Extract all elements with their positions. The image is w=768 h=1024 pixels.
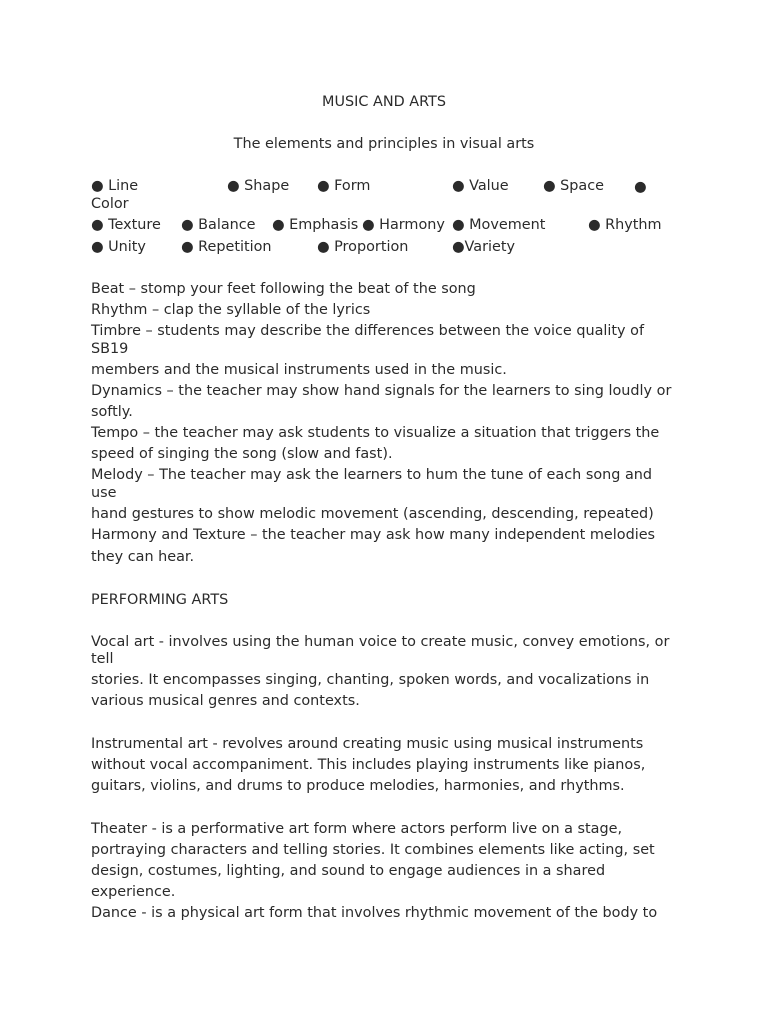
paragraph-line: stories. It encompasses singing, chanting, spoken words, and vocalizations in — [91, 672, 650, 688]
bullet-item: ● Emphasis — [272, 217, 359, 233]
bullet-item: ● Value — [452, 178, 509, 194]
bullet-item: ●Variety — [452, 239, 516, 255]
paragraph-line: Theater - is a performative art form where actors perform live on a stage, — [91, 821, 623, 837]
paragraph-line: Rhythm – clap the syllable of the lyrics — [91, 302, 371, 318]
bullet-item: ● Line — [91, 178, 139, 194]
paragraph-line: SB19 — [91, 341, 129, 357]
paragraph-line: Vocal art - involves using the human voice to create music, convey emotions, or — [91, 634, 670, 650]
bullet-item: ● Unity — [91, 239, 146, 255]
bullet-item: Color — [91, 196, 129, 212]
bullet-item: ● Balance — [181, 217, 256, 233]
bullet-item: ● Harmony — [362, 217, 445, 233]
paragraph-line: guitars, violins, and drums to produce melodies, harmonies, and rhythms. — [91, 778, 625, 794]
bullet-item: ● Movement — [452, 217, 546, 233]
document-subtitle: The elements and principles in visual arts — [233, 136, 535, 152]
paragraph-line: they can hear. — [91, 549, 195, 565]
bullet-item: ● Form — [317, 178, 371, 194]
paragraph-line: members and the musical instruments used in the music. — [91, 362, 507, 378]
bullet-item: ● Space — [543, 178, 604, 194]
paragraph-line: tell — [91, 651, 114, 667]
paragraph-line: various musical genres and contexts. — [91, 693, 360, 709]
paragraph-line: Beat – stomp your feet following the beat of the song — [91, 281, 476, 297]
paragraph-line: softly. — [91, 404, 133, 420]
paragraph-line: use — [91, 485, 117, 501]
paragraph-line: experience. — [91, 884, 176, 900]
paragraph-line: Dynamics – the teacher may show hand signals for the learners to sing loudly or — [91, 383, 672, 399]
paragraph-line: Dance - is a physical art form that involves rhythmic movement of the body to — [91, 905, 658, 921]
bullet-item: ● — [634, 179, 647, 195]
paragraph-line: portraying characters and telling stories. It combines elements like acting, set — [91, 842, 655, 858]
paragraph-line: Melody – The teacher may ask the learners to hum the tune of each song and — [91, 467, 653, 483]
paragraph-line: Harmony and Texture – the teacher may ask how many independent melodies — [91, 527, 656, 543]
bullet-item: ● Texture — [91, 217, 161, 233]
paragraph-line: Timbre – students may describe the differences between the voice quality of — [91, 323, 645, 339]
paragraph-line: hand gestures to show melodic movement (ascending, descending, repeated) — [91, 506, 654, 522]
paragraph-line: Tempo – the teacher may ask students to visualize a situation that triggers the — [91, 425, 660, 441]
document-title: MUSIC AND ARTS — [322, 94, 446, 110]
bullet-item: ● Shape — [227, 178, 290, 194]
section-heading: PERFORMING ARTS — [91, 592, 229, 608]
bullet-item: ● Proportion — [317, 239, 409, 255]
paragraph-line: design, costumes, lighting, and sound to engage audiences in a shared — [91, 863, 606, 879]
paragraph-line: Instrumental art - revolves around creating music using musical instruments — [91, 736, 644, 752]
bullet-item: ● Rhythm — [588, 217, 662, 233]
paragraph-line: speed of singing the song (slow and fast). — [91, 446, 393, 462]
paragraph-line: without vocal accompaniment. This includes playing instruments like pianos, — [91, 757, 646, 773]
bullet-item: ● Repetition — [181, 239, 272, 255]
